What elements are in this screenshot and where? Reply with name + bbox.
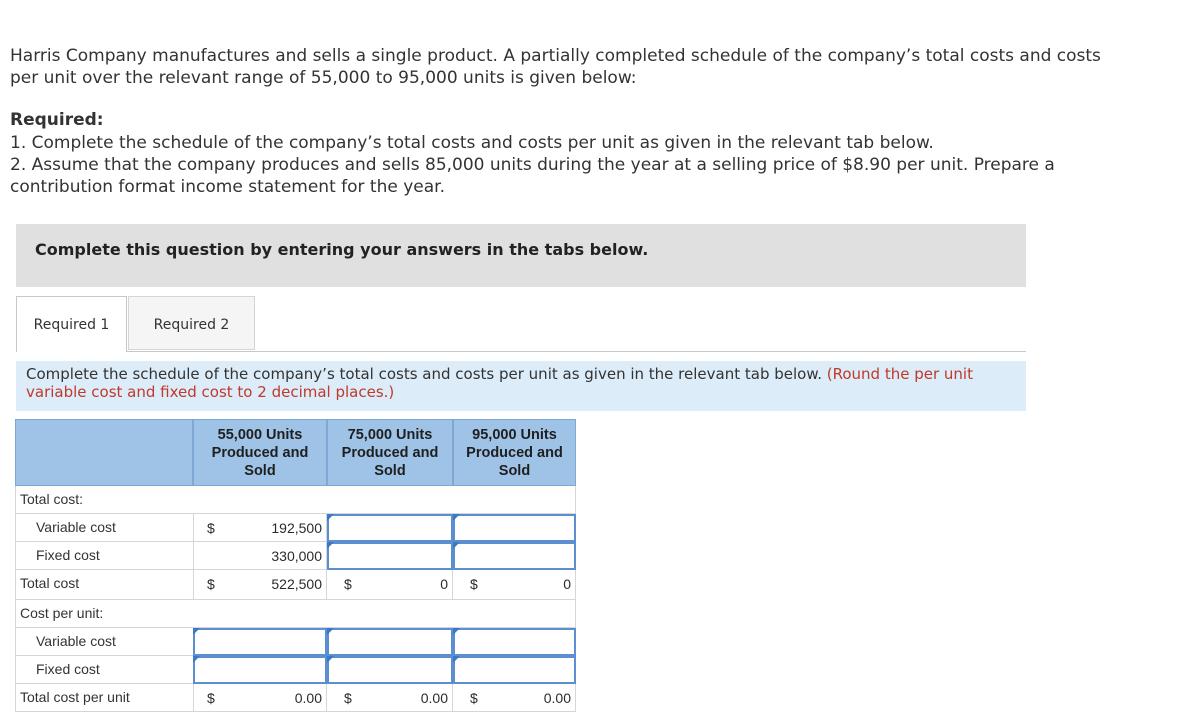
instructions-banner (16, 224, 1026, 287)
fixed-cost-55000-value: 330,000 (271, 548, 322, 564)
total-cost-per-unit-55000 (193, 684, 327, 712)
dollar-sign: $ (344, 690, 352, 706)
row-label-fixed-cost: Fixed cost (15, 542, 193, 570)
header-blank-cell (15, 419, 193, 486)
column-header-line: Produced and (341, 445, 439, 461)
unit-variable-cost-55000-input[interactable] (193, 628, 327, 656)
variable-cost-75000-input[interactable] (327, 514, 453, 542)
column-header-line: Sold (244, 463, 276, 479)
instruction-note: (Round the per unit variable cost and fixed cost to 2 decimal places.) (26, 365, 973, 401)
total-cost-95000-value: 0 (563, 576, 571, 592)
dollar-sign: $ (207, 520, 215, 536)
column-header-line: Produced and (466, 445, 563, 461)
total-cost-75000 (327, 570, 453, 600)
unit-fixed-cost-75000-input[interactable] (327, 656, 453, 684)
banner-text: Complete this question by entering your answers in the tabs below. (35, 240, 649, 259)
unit-fixed-cost-95000-input[interactable] (453, 656, 576, 684)
column-header-line: Produced and (211, 445, 309, 461)
dollar-sign: $ (207, 576, 215, 592)
row-label-unit-variable-cost: Variable cost (15, 628, 193, 656)
row-label-total-cost-per-unit: Total cost per unit (15, 684, 193, 712)
dollar-sign: $ (344, 576, 352, 592)
fixed-cost-75000-input[interactable] (327, 542, 453, 570)
empty-cell (193, 600, 576, 628)
required-item-1: 1. Complete the schedule of the company’s total costs and costs per unit as given in the relevant tab below. (10, 133, 934, 153)
column-header-line: 75,000 Units (347, 427, 433, 443)
column-header-line: Sold (498, 463, 531, 479)
unit-variable-cost-75000-input[interactable] (327, 628, 453, 656)
required-item-2: 2. Assume that the company produces and sells 85,000 units during the year at a selling price of $8.90 per unit. Prepare a contribution format income statement for the year. (10, 155, 1055, 197)
problem-intro: Harris Company manufactures and sells a single product. A partially completed schedule of the company’s total costs and costs per unit over the relevant range of 55,000 to 95,000 units is given below: (10, 46, 1101, 88)
dollar-sign: $ (470, 576, 478, 592)
variable-cost-55000 (193, 514, 327, 542)
total-cost-per-unit-75000-value: 0.00 (420, 690, 448, 706)
column-header-55000 (193, 419, 327, 486)
fixed-cost-95000-input[interactable] (453, 542, 576, 570)
unit-variable-cost-95000-input[interactable] (453, 628, 576, 656)
tab-required-2[interactable]: Required 2 (128, 296, 255, 350)
tab-divider (16, 351, 1026, 352)
fixed-cost-55000 (193, 542, 327, 570)
column-header-line: Sold (374, 463, 406, 479)
column-header-95000 (453, 419, 576, 486)
tab-required-1[interactable]: Required 1 (16, 296, 127, 352)
instruction-text: Complete the schedule of the company’s total costs and costs per unit as given in the relevant tab below. (26, 365, 822, 383)
instruction-box (16, 361, 1026, 411)
total-cost-per-unit-55000-value: 0.00 (294, 690, 322, 706)
row-label-total-cost-header: Total cost: (15, 486, 193, 514)
unit-fixed-cost-55000-input[interactable] (193, 656, 327, 684)
total-cost-per-unit-75000 (327, 684, 453, 712)
required-title: Required: (10, 110, 104, 130)
row-label-variable-cost: Variable cost (15, 514, 193, 542)
row-label-cost-per-unit-header: Cost per unit: (15, 600, 193, 628)
total-cost-55000 (193, 570, 327, 600)
empty-cell (193, 486, 576, 514)
total-cost-55000-value: 522,500 (271, 576, 322, 592)
column-header-75000 (327, 419, 453, 486)
total-cost-95000 (453, 570, 576, 600)
variable-cost-55000-value: 192,500 (271, 520, 322, 536)
dollar-sign: $ (470, 690, 478, 706)
row-label-unit-fixed-cost: Fixed cost (15, 656, 193, 684)
column-header-line: 55,000 Units (217, 427, 303, 443)
row-label-total-cost: Total cost (15, 570, 193, 600)
total-cost-per-unit-95000 (453, 684, 576, 712)
total-cost-75000-value: 0 (440, 576, 448, 592)
variable-cost-95000-input[interactable] (453, 514, 576, 542)
total-cost-per-unit-95000-value: 0.00 (543, 690, 571, 706)
dollar-sign: $ (207, 690, 215, 706)
column-header-line: 95,000 Units (472, 427, 557, 443)
